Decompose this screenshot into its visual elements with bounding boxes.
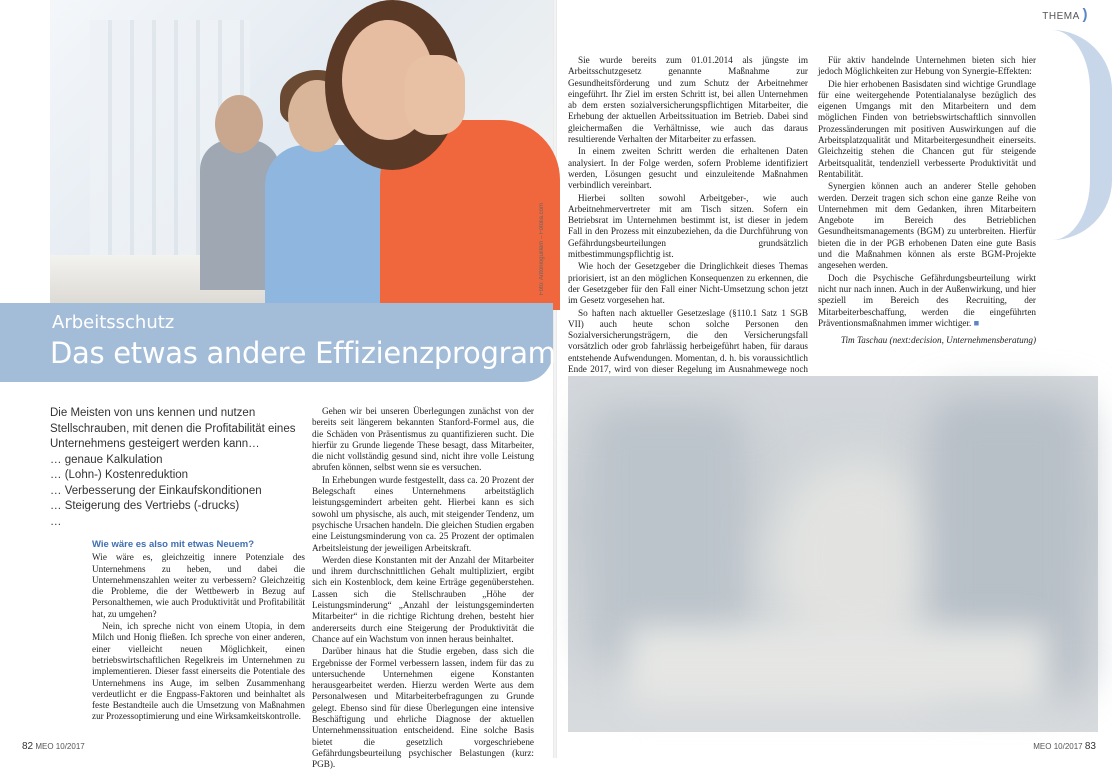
text-column xyxy=(568,55,808,388)
intro-list-item: … Verbesserung der Einkaufskonditionen xyxy=(50,484,262,497)
hero-photo xyxy=(50,0,553,303)
paragraph: Für aktiv handelnde Unternehmen bieten sich hier jedoch Möglichkeiten zur Hebung von Synergie-Effekten: xyxy=(818,55,1036,77)
person-shape xyxy=(265,145,385,305)
paragraph-text: Doch die Psychische Gefährdungsbeurteilung wirkt nicht nur nach innen. Auch in der Außenwirkung, und hier speziell im Bereich des Recruiting, der Mitarbeiterbeschaffung, werden die eingeführten Präventionsmaßnahmen immer wichtiger. xyxy=(818,272,1036,328)
article-kicker: Arbeitsschutz xyxy=(52,312,175,333)
intro-list-item: … xyxy=(50,515,62,528)
thumbs-up-icon xyxy=(405,55,465,135)
folio-right xyxy=(1033,741,1096,752)
paragraph: In Erhebungen wurde festgestellt, dass ca. 20 Prozent der Belegschaft eines Unternehmens arbeitstäglich leistungsgemindert arbeiten geht. Hierbei kann es sich sowohl um physische, als auch, mit steigender Tendenz, um psychische Ursachen handeln. Die gleichen Studien ergaben eine Leistungsminderung von ca. 25 Prozent der optimalen Arbeitsleistung der jeweiligen Arbeitskraft. xyxy=(312,474,534,553)
intro-lead: Die Meisten von uns kennen und nutzen Stellschrauben, mit denen die Profitabilität eines Unternehmens gesteigert werden kann… xyxy=(50,407,296,450)
page-gutter xyxy=(553,0,557,758)
paragraph: Nein, ich spreche nicht von einem Utopia, in dem Milch und Honig fließen. Ich spreche von einer anderen, einer vielleicht neuen Möglichkeit, einen betriebswirtschaftlichen Regelkreis im Unternehmen zu implementieren. Dieser fasst einerseits die Potentiale des Unternehmens ins Auge, im selben Zusammenhang verdeutlicht er die Engpass-Faktoren und beinhaltet als feste Bestandteile auch die Umsetzung von Maßnahmen zur Prozessoptimierung und eine Wirksamkeitskontrolle. xyxy=(92,621,305,722)
blur-shape xyxy=(628,626,1048,706)
intro-list-item: … Steigerung des Vertriebs (-drucks) xyxy=(50,500,240,512)
issue-label: MEO 10/2017 xyxy=(1033,742,1083,751)
page-number: 82 xyxy=(22,741,34,752)
photo-credit: Foto: Antonioguillem – Fotolia.com xyxy=(539,202,545,295)
column-subhead: Wie wäre es also mit etwas Neuem? xyxy=(92,539,255,550)
paren-icon: ) xyxy=(1082,6,1088,23)
paragraph: Synergien können auch an anderer Stelle gehoben werden. Derzeit tragen sich schon eine ganze Reihe von Unternehmen mit dem Gedanken, ihren Mitarbeitern Angebote im Bereich des Betrieblichen Gesundheitsmanagements (BGM) zu unterbreiten. Hierfür bieten die in der PGB erhobenen Daten eine gute Basis und die Maßnahmen können als erste BGM-Projekte angesehen werden. xyxy=(818,181,1036,271)
text-column xyxy=(312,406,534,772)
author-signature: Tim Taschau (next:decision, Unternehmensberatung) xyxy=(840,335,1036,346)
article-intro xyxy=(50,406,312,530)
decorative-bracket xyxy=(1052,30,1112,240)
issue-label: MEO 10/2017 xyxy=(35,742,85,751)
page-number: 83 xyxy=(1084,741,1096,752)
article-headline: Das etwas andere Effizienzprogramm xyxy=(50,336,584,370)
text-column xyxy=(818,55,1036,347)
paragraph: Darüber hinaus hat die Studie ergeben, dass sich die Ergebnisse der Formel verbessern lassen, indem für das zu untersuchende Unternehmen eigene Konstanten herausgearbeitet werden. Hierzu werden Werte aus dem Personalwesen und Mitarbeiterbefragungen zu Grunde gelegt. Ebenso sind für diese Überlegungen eine intensive Beschäftigung und ehrliche Diagnose der aktuellen Unternehmenssituation entscheidend. Eine solche Basis bietet die gesetzlich vorgeschriebene Gefährdungsbeurteilung psychischer Belastungen (kurz: PGB). xyxy=(312,646,534,770)
paragraph: Sie wurde bereits zum 01.01.2014 als jüngste im Arbeitsschutzgesetz genannte Maßnahme zur Gesundheitsförderung und zum Schutz der Arbeitnehmer eingeführt. Ihr Ziel im ersten Schritt ist, bei allen Unternehmen ab dem ersten sozialversicherungspflichtigen Mitarbeiter, die Erhebung der aktuellen Arbeitssituation im Betrieb. Dabei sind gleichermaßen die Verhältnisse, wie auch das daraus resultierende Verhalten der Mitarbeiter zu erfassen. xyxy=(568,55,808,145)
paragraph: Die hier erhobenen Basisdaten sind wichtige Grundlage für eine weitergehende Potentialanalyse bezüglich des eigenen Umgangs mit den Mitarbeitern und dem möglichen Finden von betriebswirtschaftlich sinnvollen Prozessänderungen mit positiven Auswirkungen auf die Arbeitsplatzqualität und Mitarbeitergesundheit einerseits. Gleichzeitig stehen die Chancen gut für steigende Arbeitsqualität, tendenziell verbesserte Produktivität und Rentabilität. xyxy=(818,78,1036,179)
paragraph: Wie hoch der Gesetzgeber die Dringlichkeit dieses Themas priorisiert, ist an den möglichen Konsequenzen zu erkennen, die der Gesetzgeber für den Fall einer Nicht-Umsetzung schon jetzt im Gesetz vorgesehen hat. xyxy=(568,261,808,306)
paragraph: Werden diese Konstanten mit der Anzahl der Mitarbeiter und ihrem durchschnittlichen Gehalt multipliziert, ergibt sich ein Kostenblock, dem keine Erträge gegenüberstehen. Lassen sich die Stellschrauben „Höhe der Leistungsminderung“ „Anzahl der leistungsgeminderten Mitarbeiter“ in die richtige Richtung drehen, besteht hier andererseits durch eine Steigerung der Produktivität die Chance auf ein Wachstum von innen heraus beinhaltet. xyxy=(312,554,534,644)
section-tag-right: THEMA ) xyxy=(1042,6,1088,23)
end-mark-icon: ■ xyxy=(973,317,980,328)
text-column xyxy=(92,539,305,724)
intro-list-item: … genaue Kalkulation xyxy=(50,453,163,466)
folio-left xyxy=(22,741,85,752)
paragraph: Gehen wir bei unseren Überlegungen zunächst von der bereits seit längerem bekannten Stanford-Formel aus, die die Schäden von Präsentismus zu quantifizieren sucht. Die hierfür zu Grunde liegende These besagt, dass Mitarbeiter, die nicht vollständig gesund sind, nicht ihre volle Leistung abrufen können, selbst wenn sie es versuchen. xyxy=(312,406,534,473)
paragraph: Wie wäre es, gleichzeitig innere Potenziale des Unternehmens zu heben, und dabei die Unternehmenszahlen weiter zu verbessern? Gleichzeitig die Probleme, die der Wettbewerb in Bezug auf Personalthemen, wie auch Produktivität und Profitabilität hat, zu umgehen? xyxy=(92,552,305,619)
paragraph: Hierbei sollten sowohl Arbeitgeber-, wie auch Arbeitnehmervertreter mit am Tisch sitzen. Sofern ein Betriebsrat im Unternehmen bestimmt ist, ist dieser in jedem Fall in den Prozess mit einzubeziehen, da die Durchführung von Gefährdungsbeurteilungen grundsätzlich mitbestimmungspflichtig ist. xyxy=(568,192,808,260)
paragraph xyxy=(818,273,1036,329)
paragraph: So haften nach aktueller Gesetzeslage (§110.1 Satz 1 SGB VII) auch heute schon solche Personen den Sozialversicherungsträgern, die den Versicherungsfall vorsätzlich oder grob fahrlässig herbeigeführt haben, für daraus entstehende Aufwendungen. Momentan, d. h. bis voraussichtlich Ende 2017, wird von dieser Regelung im Ausnahmewege noch xyxy=(568,307,808,375)
paragraph: In einem zweiten Schritt werden die erhaltenen Daten analysiert. In der Folge werden, sofern Probleme identifiziert werden, Lösungen gesucht und einzuleitende Maßnahmen verbindlich vereinbart. xyxy=(568,146,808,191)
intro-list-item: … (Lohn-) Kostenreduktion xyxy=(50,469,189,481)
blurred-photo xyxy=(568,376,1098,732)
person-shape xyxy=(215,95,263,153)
